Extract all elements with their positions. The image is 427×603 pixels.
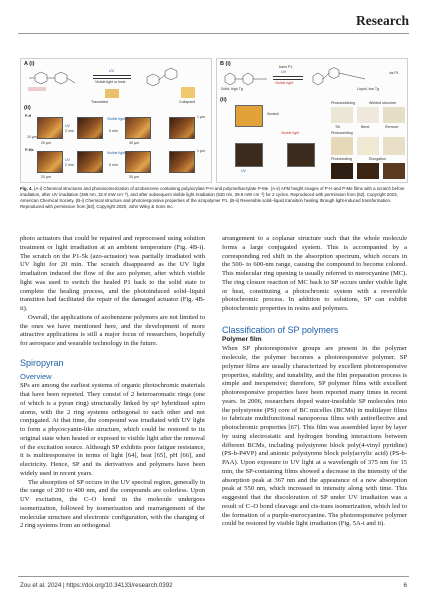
panel-a-time-2min: 2 min [65, 129, 74, 133]
panel-a-time-2min-b: 2 min [65, 163, 74, 167]
figure-panel-b [216, 58, 408, 183]
panel-b-i-label: B (i) [220, 61, 231, 67]
panel-b-uv-micro-label: UV [241, 169, 246, 173]
panel-a-i-label: A (i) [24, 61, 35, 67]
panel-a-uv-row2-label: UV [65, 158, 70, 162]
afm-image-pme-4 [169, 151, 195, 173]
afm-image-ph-2 [77, 117, 103, 139]
panel-a-forward-arrow [93, 75, 131, 76]
right-column [222, 235, 407, 529]
afm-image-ph-4 [169, 117, 195, 139]
panel-a-scale-1um-pme: 1 µm [197, 149, 206, 153]
actuator-photo-7 [331, 163, 353, 179]
actuator-photo-2 [357, 107, 379, 123]
panel-b-photoswitching-label: Photoswitching [331, 101, 356, 105]
panel-b-elongation-label: Elongation [369, 157, 386, 161]
header-rule [18, 33, 409, 34]
actuator-photo-4 [331, 137, 353, 155]
panel-a-uv-row1-label: UV [65, 124, 70, 128]
panel-a-scale-20um-ph: 20 µm [41, 141, 52, 145]
left-paragraph-2: Overall, the applications of azobenzene polymers are not limited to the ones we have mentioned here, and the development of more attractive applications is still a major focus of researchers, hopefully for aerospace and wearable technology in the future. [20, 313, 205, 347]
panel-a-collapsed-label: Collapsed [179, 100, 195, 104]
footer-rule [18, 576, 409, 577]
panel-a-scale-1um-ph: 1 µm [197, 115, 206, 119]
panel-a-scale-20um-pme: 20 µm [41, 175, 52, 179]
panel-a-collapsed-photo [181, 87, 195, 98]
afm-image-ph-3 [125, 117, 151, 139]
journal-title: Research [356, 13, 409, 28]
panel-a-translated-photo [105, 89, 119, 98]
panel-b-scratch-label: Scratch [267, 112, 280, 116]
panel-b-solid-label: Solid, high Tg [221, 87, 243, 91]
panel-a-time-5min: 5 min [109, 129, 118, 133]
panel-b-visible-micro-label: Visible light [281, 131, 300, 135]
panel-b-cis-structure [309, 67, 369, 89]
panel-b-tilt-label: Tilt [335, 125, 340, 129]
panel-a-backward-arrow [93, 78, 131, 79]
figure-caption [20, 186, 408, 210]
actuator-photo-8 [357, 163, 379, 179]
micrograph-scratch [235, 105, 263, 127]
actuator-photo-3 [383, 107, 405, 123]
page-number: 6 [403, 582, 407, 589]
panel-a-chemical-structure [27, 69, 87, 93]
panel-b-cis-label: cis P1 [389, 71, 399, 75]
panel-a-uv-label: UV [109, 69, 114, 73]
panel-a-scale-30um-ph: 30 µm [129, 141, 140, 145]
actuator-photo-9 [383, 163, 405, 179]
panel-b-trans-label: trans P1 [279, 65, 293, 69]
panel-b-photowelding-label: Photowelding [331, 131, 353, 135]
afm-image-ph-1 [37, 117, 63, 139]
micrograph-uv-1 [235, 143, 263, 167]
panel-b-ii-label: (ii) [220, 97, 227, 103]
panel-b-uv-label: UV [281, 70, 286, 74]
panel-b-bend-label: Bend [361, 125, 370, 129]
left-paragraph-3: SPs are among the earliest systems of organic photochromic materials that have been reported. They consist of 2 heteroaromatic rings (one of which is a pyran ring) structurally linked by sp³ hybridized spiro atoms, with the 2 ring systems orthogonal to each other and not conjugated. At that time, the compound was irradiated with UV light to form a phycocyanin-like structure, which could be restored to its original state when heated or exposed to visible light after the removal of the excitation source. Although SP exhibits poor fatigue resistance, it is multiresponsive in terms of light [64], heat [65], pH [66], and electricity. Hence, SP and its derivatives and polymers have been widely used in recent years. [20, 382, 205, 477]
actuator-photo-5 [357, 137, 379, 155]
figure-4 [20, 58, 408, 183]
panel-a-vis-label: Visible light or heat [95, 80, 126, 84]
section-heading-spiropyran: Spiropyran [20, 357, 64, 368]
panel-a-visible-light-label: Visible light [107, 117, 126, 121]
panel-b-vis-label: Visible light [275, 81, 294, 85]
afm-image-pme-3 [125, 151, 151, 173]
subheading-overview: Overview [20, 371, 52, 381]
subheading-polymer-film: Polymer film [222, 335, 262, 343]
panel-b-welded-label: Welded structure [369, 101, 397, 105]
panel-a-translated-label: Translated [91, 100, 108, 104]
panel-a-scale-30um-pme: 30 µm [129, 175, 140, 179]
panel-a-visible-light-label-2: Visible light [107, 151, 126, 155]
panel-b-trans-structure [221, 71, 271, 87]
panel-a-ii-label: (ii) [24, 105, 31, 111]
panel-a-row-pme-label: P-Me [25, 148, 34, 152]
panel-a-time-5min-b: 5 min [109, 163, 118, 167]
afm-image-pme-2 [77, 151, 103, 173]
caption-text: (A-i) Chemical structures and photoisomerization of azobenzene containing polyacrylate P-H and polymethacrylate P-Me. (A-ii) AFM height images of P-H and P-Me films with a scratch before irradiation, after UV irradiation (365 nm, 32.8 mW cm⁻²), and after subsequent visible light irradiation (530 nm, 39.9 mW cm⁻²) for 2 cycles. Reproduced with permission from [62]. Copyright 2023, American Chemical Society. (B-i) Chemical structure and photoresponsive properties of the azopolymer P1. (B-ii) Reversible solid–liquid transition healing through light-induced transformation. Reproduced with permission from [63]. Copyright 2020, John Wiley & Sons Inc. [20, 186, 405, 209]
panel-b-liquid-label: Liquid, low Tg [357, 87, 380, 91]
caption-figure-label: Fig. 4. [20, 186, 33, 191]
afm-image-pme-1 [37, 151, 63, 173]
section-heading-classification: Classification of SP polymers [222, 324, 339, 335]
panel-a-row-ph-label: P-H [25, 114, 32, 118]
left-paragraph-1: photo actuators that could be repaired and reprocessed using solution treatment or light irradiation at an ambient temperature (Fig. 4B-i). The scratch on the P1-5k (azo-actuator) was partially irradiated with UV light for 20 min. The scratch disappeared as the UV light irradiation induced the flow of the azo polymer, after which visible light was used to switch the healed P1 back to the solid state to complete the healing process, and the photoinduced solid–liquid transition had facilitated the repair of the damaged actuator (Fig. 4B-ii). [20, 235, 205, 312]
right-paragraph-1: arrangement to a coplanar structure such that the whole molecule forms a large conjugated system. This is accompanied by a corresponding red shift in the absorption spectrum, which occurs in the 500- to 600-nm range, causing the compound to become colored. This molecular ring opening is usually referred to merocyanine (MC). The ring closure reaction of MC back to SP occurs under visible light or heat, constituting a photochromic system with a reversible photochromic process. In addition to solutions, SP can exhibit photochromic properties in resins and polymers. [222, 235, 407, 312]
left-column [20, 235, 205, 531]
right-paragraph-2: When SP photoresponsive groups are present in the polymer molecule, the polymer becomes a photoresponsive polymer. SP polymer films are usually characterized by excellent photoresponsive properties, stability, and tunability, and the film preparation process is simple and inexpensive; therefore, SP polymer films with excellent photoresponsive properties have been reported many times in recent years. In 2006, researchers doped water-insoluble SP molecules into the polystyrene (PS) core of BC micelles (BCMs) in multilayer films to fabricate multifunctional nanoporous films with antireflective and photochromic properties [67]. This film was assembled layer by layer by using electrostatic and hydrogen bonding interactions between different BCMs, including polystyrene block poly(4-vinyl pyridine) (PS-b-P4VP) and anionic polystyrene block poly(acrylic acid) (PS-b-PAA). Upon exposure to UV light at a wavelength of 375 nm for 15 min, the SP-containing films showed a decrease in the intensity of the absorption peak at 367 nm and the appearance of a new absorption peak at 550 nm, which increased in intensity along with time. This suggested that the discoloration of SP under UV irradiation was a result of C–O bond cleavage and cis-trans isomerization, which led to the formation of a purple-merocyanine. The photoresponsive polymer could be restored by visible light irradiation (Fig. 5A-i and ii). [222, 345, 407, 528]
panel-a-scale-10um-ph: 10 µm [27, 135, 38, 139]
left-paragraph-4: The absorption of SP occurs in the UV spectral region, generally in the range of 200 to 400 nm, and the compounds are colorless. Upon UV excitation, the C–O bond in the molecule undergoes isomerization, followed by isomerization and rearrangement of the molecular structure and electronic configuration, with the changing of 2 ring systems from an orthogonal [20, 478, 205, 530]
panel-b-backward-arrow [273, 79, 303, 80]
footer-citation-link[interactable]: Zou et al. 2024 | https://doi.org/10.34133/research.0392 [20, 582, 173, 589]
actuator-photo-1 [331, 107, 353, 123]
actuator-photo-6 [383, 137, 405, 155]
panel-b-phototrans-label: Photohealing [331, 157, 352, 161]
figure-panel-a [20, 58, 212, 183]
panel-b-forward-arrow [273, 76, 303, 77]
micrograph-uv-2 [287, 143, 315, 167]
panel-b-remove-label: Remove [385, 125, 399, 129]
